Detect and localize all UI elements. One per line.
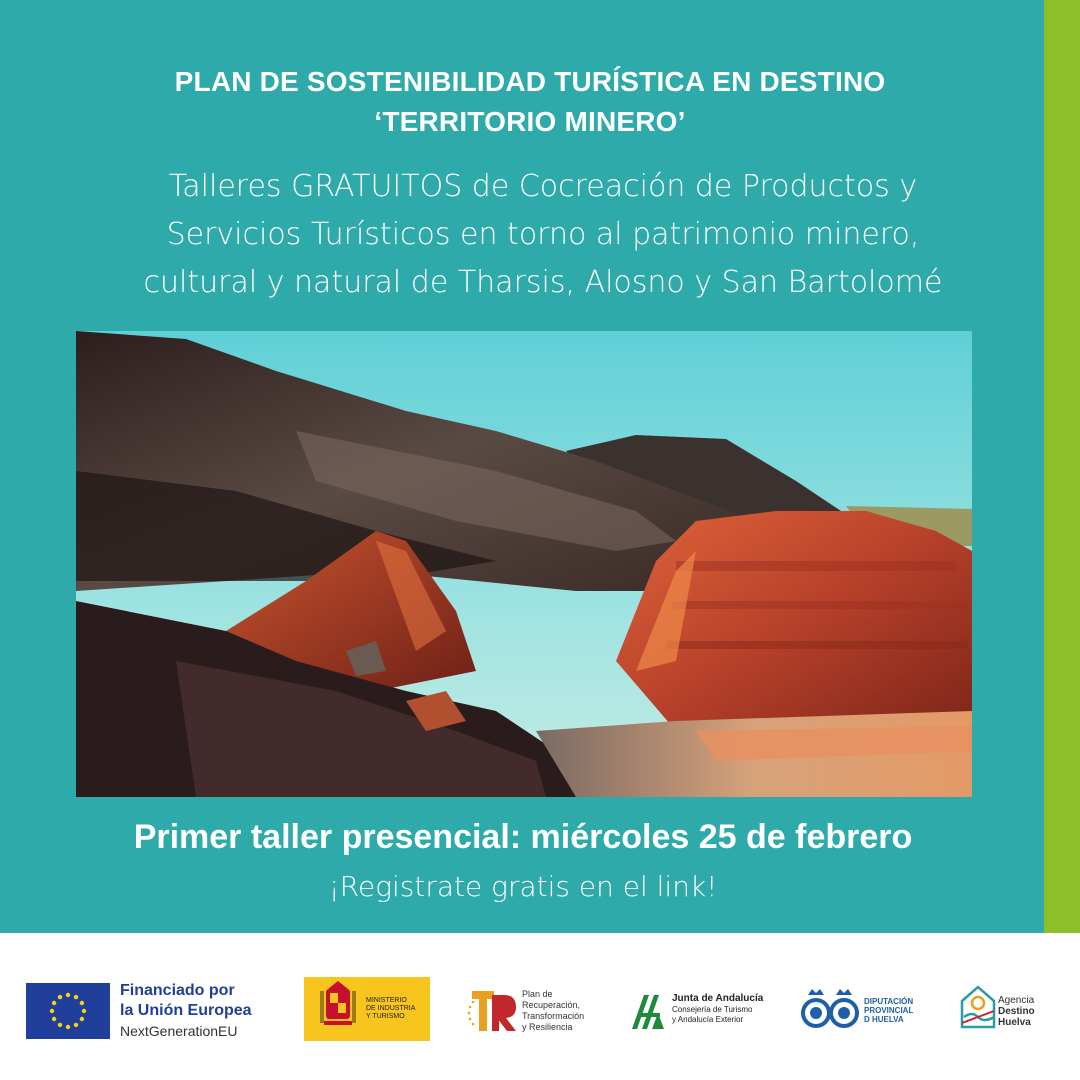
accent-strip bbox=[1044, 0, 1080, 933]
junta-sub-line2: y Andalucía Exterior bbox=[672, 1015, 744, 1024]
prtr-label-line2: Recuperación, bbox=[522, 1000, 581, 1010]
prtr-label-line4: y Resiliencia bbox=[522, 1022, 573, 1032]
junta-andalucia-logo bbox=[630, 989, 770, 1033]
diputacion-huelva-logo bbox=[800, 985, 930, 1033]
eu-label-line3: NextGenerationEU bbox=[120, 1023, 238, 1039]
workshop-description-line1: Talleres GRATUITOS de Cocreación de Productos y bbox=[168, 169, 918, 204]
eu-funding-logo bbox=[26, 983, 266, 1039]
diputacion-label-line2: PROVINCIAL bbox=[864, 1006, 914, 1015]
agencia-destino-logo bbox=[958, 981, 1058, 1039]
agencia-label-line2: Destino bbox=[998, 1006, 1035, 1017]
junta-name: Junta de Andalucía bbox=[672, 993, 764, 1004]
diputacion-huelva-icon bbox=[800, 985, 860, 1033]
ministry-label-line3: Y TURISMO bbox=[366, 1013, 405, 1020]
agencia-destino-icon bbox=[958, 981, 998, 1033]
register-call-to-action[interactable]: ¡Registrate gratis en el link! bbox=[328, 870, 718, 903]
prtr-label-line3: Transformación bbox=[522, 1011, 585, 1021]
mining-landscape-photo bbox=[76, 331, 972, 797]
ministry-logo bbox=[304, 977, 430, 1041]
workshop-description bbox=[60, 163, 1026, 307]
diputacion-label-line1: DIPUTACIÓN bbox=[864, 997, 914, 1006]
plan-title bbox=[60, 62, 1000, 142]
event-headline: Primer taller presencial: miércoles 25 de febrero bbox=[133, 818, 913, 856]
prtr-label-line1: Plan de bbox=[522, 989, 553, 999]
agencia-label-line1: Agencia bbox=[998, 995, 1035, 1006]
eu-flag-icon bbox=[26, 983, 110, 1039]
junta-andalucia-icon bbox=[630, 991, 668, 1031]
spain-coat-of-arms-icon bbox=[308, 977, 368, 1041]
workshop-description-line3: cultural y natural de Tharsis, Alosno y San Bartolomé bbox=[143, 265, 943, 300]
tr-logo-icon bbox=[466, 983, 520, 1039]
plan-title-line2: ‘TERRITORIO MINERO’ bbox=[374, 106, 686, 137]
workshop-description-line2: Servicios Turísticos en torno al patrimonio minero, bbox=[166, 217, 920, 252]
diputacion-label-line3: D HUELVA bbox=[864, 1015, 904, 1024]
junta-sub-line1: Consejería de Turismo bbox=[672, 1005, 753, 1014]
sponsor-logos-bar bbox=[0, 933, 1080, 1080]
ministry-label-line2: DE INDUSTRIA bbox=[366, 1005, 416, 1012]
plan-title-line1: PLAN DE SOSTENIBILIDAD TURÍSTICA EN DESTINO bbox=[174, 66, 886, 97]
recovery-plan-logo bbox=[466, 983, 606, 1039]
ministry-label-line1: MINISTERIO bbox=[366, 997, 407, 1004]
agencia-label-line3: Huelva bbox=[998, 1017, 1031, 1028]
eu-label-line2: la Unión Europea bbox=[120, 1002, 252, 1019]
eu-label-line1: Financiado por bbox=[120, 982, 235, 999]
